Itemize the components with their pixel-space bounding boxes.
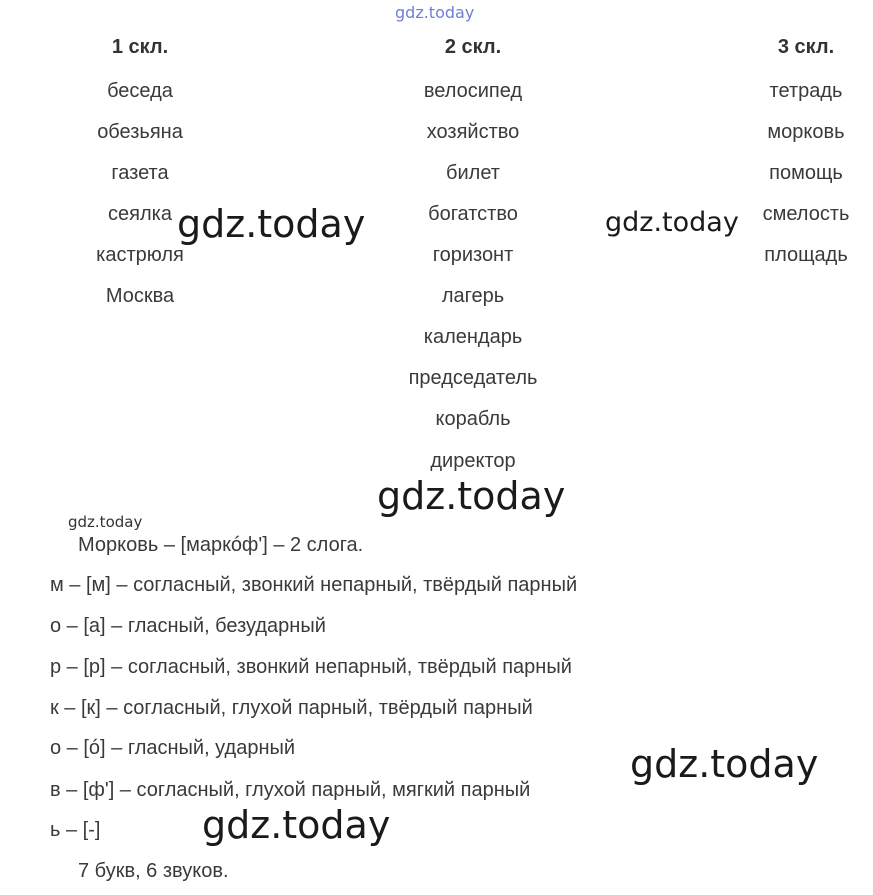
analysis-line: к – [к] – согласный, глухой парный, твёрдый парный bbox=[50, 697, 533, 719]
analysis-line: м – [м] – согласный, звонкий непарный, твёрдый парный bbox=[50, 574, 578, 596]
list-item: председатель bbox=[408, 367, 538, 389]
analysis-title: Морковь – [маркóф'] – 2 слога. bbox=[78, 534, 364, 556]
list-item: обезьяна bbox=[97, 121, 183, 143]
list-item: смелость bbox=[762, 203, 850, 225]
list-item: велосипед bbox=[423, 80, 523, 102]
watermark-center: gdz.today bbox=[377, 474, 566, 518]
list-item: тетрадь bbox=[769, 80, 843, 102]
watermark-small-left: gdz.today bbox=[68, 513, 143, 531]
watermark-mid-left: gdz.today bbox=[177, 202, 366, 246]
analysis-summary: 7 букв, 6 звуков. bbox=[78, 860, 229, 882]
list-item: беседа bbox=[107, 80, 173, 102]
list-item: горизонт bbox=[432, 244, 514, 266]
list-item: площадь bbox=[764, 244, 848, 266]
list-item: Москва bbox=[105, 285, 175, 307]
list-item: кастрюля bbox=[96, 244, 184, 266]
list-item: корабль bbox=[435, 408, 511, 430]
analysis-line: о – [ó] – гласный, ударный bbox=[50, 737, 296, 759]
list-item: богатство bbox=[428, 203, 518, 225]
watermark-mid-right: gdz.today bbox=[605, 207, 739, 238]
watermark-top: gdz.today bbox=[395, 3, 475, 22]
analysis-line: в – [ф'] – согласный, глухой парный, мягкий парный bbox=[50, 779, 531, 801]
list-item: хозяйство bbox=[426, 121, 520, 143]
watermark-bottom-right: gdz.today bbox=[630, 742, 819, 786]
analysis-line: р – [р] – согласный, звонкий непарный, твёрдый парный bbox=[50, 656, 572, 678]
list-item: директор bbox=[430, 450, 516, 472]
list-item: газета bbox=[111, 162, 169, 184]
analysis-line: ь – [-] bbox=[50, 819, 101, 841]
column-header: 2 скл. bbox=[444, 36, 502, 58]
column-header: 1 скл. bbox=[111, 36, 169, 58]
list-item: лагерь bbox=[441, 285, 505, 307]
list-item: морковь bbox=[767, 121, 845, 143]
analysis-line: о – [а] – гласный, безударный bbox=[50, 615, 326, 637]
list-item: билет bbox=[446, 162, 500, 184]
list-item: календарь bbox=[423, 326, 523, 348]
list-item: сеялка bbox=[108, 203, 172, 225]
watermark-bottom-left: gdz.today bbox=[202, 803, 391, 847]
list-item: помощь bbox=[769, 162, 843, 184]
column-header: 3 скл. bbox=[777, 36, 835, 58]
